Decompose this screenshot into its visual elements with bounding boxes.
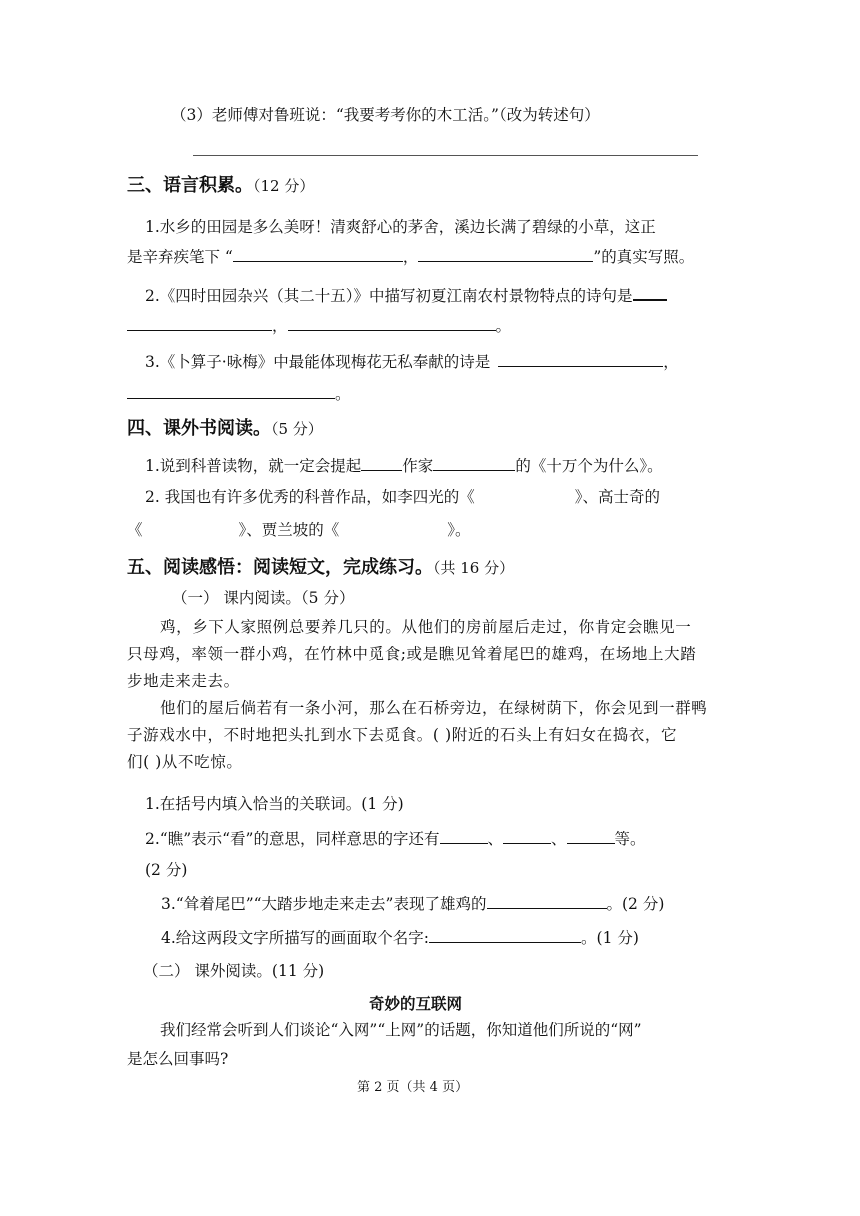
passage-line: 只母鸡，率领一群小鸡，在竹林中觅食;或是瞧见耸着尾巴的雄鸡，在场地上大踏 [127, 645, 697, 663]
sec5-q4-end: 。(1 分) [581, 929, 639, 947]
blank[interactable] [418, 245, 593, 262]
answer-line [193, 155, 698, 156]
blank[interactable] [498, 350, 663, 367]
sec3-q2-text: 2.《四时田园杂兴（其二十五）》中描写初夏江南农村景物特点的诗句是 [145, 287, 633, 305]
sec3-q1-comma: ， [402, 248, 419, 266]
blank[interactable] [633, 283, 667, 301]
sec3-q2-comma: ， [272, 317, 288, 335]
sec3-q2-line1 [145, 283, 667, 307]
sec4-q1-b: 作家 [402, 457, 434, 475]
question-3-transform: （3）老师傅对鲁班说：“我要考考你的木工活。”（改为转述句） [171, 106, 600, 124]
blank[interactable] [429, 926, 581, 943]
article-title: 奇妙的互联网 [369, 995, 463, 1013]
sec4-q2-e: 》。 [447, 521, 471, 539]
sec5-q2-end: 等。 [614, 830, 646, 848]
sec5-q3 [161, 892, 664, 915]
section-3-title: 三、语言积累。 [127, 175, 253, 196]
blank[interactable] [487, 892, 607, 909]
sec3-q1-text-b: ”的真实写照。 [593, 248, 695, 266]
passage-line: 步地走来走去。 [127, 672, 240, 690]
sec5-q2-sep1: 、 [487, 830, 504, 848]
sec4-q1-c: 的《十万个为什么》。 [515, 457, 663, 475]
sec4-q2-a: 2. 我国也有许多优秀的科普作品，如李四光的《 [145, 488, 475, 506]
passage-line: 鸡，乡下人家照例总要养几只的。从他们的房前屋后走过，你肯定会瞧见一 [160, 618, 692, 636]
section-3-heading [127, 173, 314, 199]
section-4-points: （5 分） [271, 420, 323, 438]
sec5-q2-a: 2.“瞧”表示“看”的意思，同样意思的字还有 [145, 830, 440, 848]
sec4-q2-b: 》、高士奇的 [574, 488, 660, 506]
passage-line: 他们的屋后倘若有一条小河，那么在石桥旁边，在绿树荫下，你会见到一群鸭 [160, 699, 708, 717]
sec4-q2-c: 《 [127, 521, 143, 539]
article-line: 我们经常会听到人们谈论“入网”“上网”的话题，你知道他们所说的“网” [160, 1021, 642, 1039]
sec3-q1-text-a: 是辛弃疾笔下 “ [127, 248, 233, 266]
sec3-q2-end: 。 [495, 317, 512, 335]
sec5-q1: 1.在括号内填入恰当的关联词。(1 分) [145, 795, 404, 813]
article-line: 是怎么回事吗? [127, 1050, 229, 1068]
sec4-q1 [145, 454, 663, 477]
section-5-heading [127, 555, 514, 581]
sec3-q1-line2 [127, 245, 694, 268]
blank[interactable] [127, 382, 335, 399]
sec4-q2-line2 [127, 519, 471, 541]
sec3-q3-end: 。 [335, 385, 351, 403]
section-5-title: 五、阅读感悟：阅读短文，完成练习。 [127, 557, 433, 578]
blank[interactable] [503, 827, 551, 844]
sec3-q1-line1: 1.水乡的田园是多么美呀！清爽舒心的茅舍，溪边长满了碧绿的小草，这正 [145, 218, 656, 236]
blank[interactable] [127, 314, 272, 331]
sec3-q3-line1 [145, 350, 679, 373]
blank[interactable] [433, 454, 515, 471]
section-5-points: （共 16 分） [433, 559, 515, 577]
section-3-points: （12 分） [253, 177, 315, 195]
sec4-q2-d: 》、贾兰坡的《 [238, 521, 340, 539]
sec5-q3-end: 。(2 分) [606, 895, 665, 913]
sec3-q2-line2 [127, 314, 511, 337]
blank[interactable] [233, 245, 403, 262]
page-footer: 第 2 页（共 4 页） [357, 1080, 469, 1095]
section-4-title: 四、课外书阅读。 [127, 418, 271, 439]
sec3-q3-text: 3.《卜算子·咏梅》中最能体现梅花无私奉献的诗是 [145, 353, 491, 371]
sec3-q3-comma: ， [663, 353, 679, 371]
blank[interactable] [440, 827, 488, 844]
blank[interactable] [567, 827, 615, 844]
sec3-q3-line2 [127, 382, 351, 405]
sec5-q2 [145, 827, 646, 850]
sec5-q4 [161, 926, 639, 949]
sec5-part1-label: （一） 课内阅读。（5 分） [172, 589, 355, 607]
passage-line: 子游戏水中，不时地把头扎到水下去觅食。( )附近的石头上有妇女在捣衣，它 [127, 726, 678, 744]
sec5-part2-label: （二） 课外阅读。(11 分) [143, 962, 325, 980]
section-4-heading [127, 416, 323, 442]
sec4-q2-line1 [145, 486, 660, 508]
passage-line: 们( )从不吃惊。 [127, 753, 243, 771]
sec5-q4-a: 4.给这两段文字所描写的画面取个名字: [161, 929, 430, 947]
sec5-q3-a: 3.“耸着尾巴”“大踏步地走来走去”表现了雄鸡的 [161, 895, 487, 913]
blank[interactable] [288, 314, 496, 331]
blank[interactable] [361, 454, 402, 471]
sec5-q2-sep2: 、 [551, 830, 567, 848]
sec4-q1-a: 1.说到科普读物，就一定会提起 [145, 457, 362, 475]
sec5-q2-points: (2 分) [145, 861, 188, 879]
